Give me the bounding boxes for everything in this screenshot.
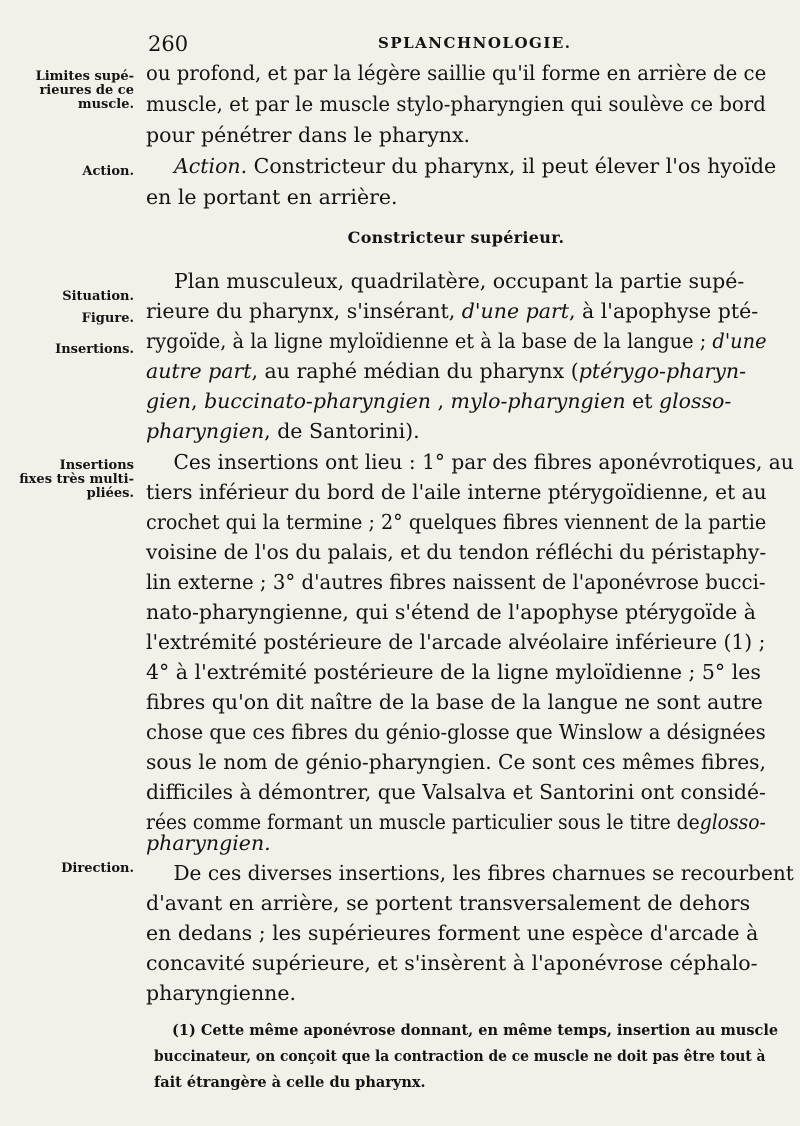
italic-span: gien (146, 389, 192, 413)
text-span: rygoïde, à la ligne myloïdienne et à la base de la langue ; (146, 329, 713, 353)
text-line: voisine de l'os du palais, et du tendon réfléchi du péristaphy- (146, 540, 767, 564)
text-line: Plan musculeux, quadrilatère, occupant la partie supé- (174, 269, 745, 293)
footnote-line: fait étrangère à celle du pharynx. (154, 1074, 426, 1091)
text-span: , de Santorini). (264, 419, 420, 443)
text-line: en dedans ; les supérieures forment une espèce d'arcade à (146, 921, 759, 945)
text-line: 4° à l'extrémité postérieure de la ligne myloïdienne ; 5° les (146, 660, 761, 684)
text-span: , à l'apophyse pté- (568, 299, 759, 323)
text-span: rées comme formant un muscle particulier sous le titre de (146, 810, 700, 834)
margin-note-insertions: Insertions. (55, 342, 134, 357)
italic-span: mylo-pharyngien (450, 389, 626, 413)
text-line: d'avant en arrière, se portent transversalement de dehors (146, 891, 751, 915)
text-line: muscle, et par le muscle stylo-pharyngien qui soulève ce bord (146, 92, 766, 116)
text-line (146, 828, 766, 858)
italic-span: buccinato-pharyngien (204, 389, 431, 413)
text-line: concavité supérieure, et s'insèrent à l'aponévrose céphalo- (146, 951, 758, 975)
running-head: SPLANCHNOLOGIE. (378, 34, 572, 52)
italic-span: Action. (174, 154, 248, 178)
page-header (0, 28, 800, 58)
text-line: nato-pharyngienne, qui s'étend de l'apophyse ptérygoïde à (146, 600, 756, 624)
italic-span: glosso- (658, 389, 732, 413)
text-line: fibres qu'on dit naître de la base de la langue ne sont autre (146, 690, 763, 714)
text-line: difficiles à démontrer, que Valsalva et Santorini ont considé- (146, 780, 766, 804)
italic-span: glosso- (699, 810, 766, 834)
margin-note-limites: Limites supé- rieures de ce muscle. (35, 69, 134, 112)
text-line (146, 151, 794, 181)
text-span: , (430, 389, 451, 413)
text-line (146, 386, 766, 416)
italic-span: pharyngien. (146, 831, 271, 855)
text-line: tiers inférieur du bord de l'aile interne ptérygoïdienne, et au (146, 480, 767, 504)
page-number: 260 (148, 32, 189, 56)
text-line: crochet qui la termine ; 2° quelques fibres viennent de la partie (146, 510, 767, 534)
italic-span: d'une (712, 329, 767, 353)
text-line: De ces diverses insertions, les fibres charnues se recourbent (173, 861, 794, 885)
margin-note-action: Action. (82, 164, 134, 179)
text-line (146, 416, 766, 446)
italic-span: ptérygo-pharyn- (578, 359, 747, 383)
text-line (146, 356, 766, 386)
italic-span: pharyngien (146, 419, 265, 443)
text-span: , au raphé médian du pharynx ( (251, 359, 579, 383)
text-span: , (191, 389, 205, 413)
text-line: pour pénétrer dans le pharynx. (146, 123, 471, 147)
italic-span: autre part (146, 359, 252, 383)
section-heading: Constricteur supérieur. (347, 228, 565, 247)
text-line (146, 326, 767, 356)
text-span: et (625, 389, 659, 413)
footnote-line: (1) Cette même aponévrose donnant, en même temps, insertion au muscle (172, 1022, 779, 1039)
text-line: en le portant en arrière. (146, 185, 398, 209)
text-line: chose que ces fibres du génio-glosse que Winslow a désignées (146, 720, 766, 744)
text-line: pharyngienne. (146, 981, 296, 1005)
text-line: Ces insertions ont lieu : 1° par des fibres aponévrotiques, au (173, 450, 794, 474)
text-line: ou profond, et par la légère saillie qu'il forme en arrière de ce (146, 61, 767, 85)
footnote-line: buccinateur, on conçoit que la contraction de ce muscle ne doit pas être tout à (154, 1048, 766, 1065)
text-span: Constricteur du pharynx, il peut élever l'os hyoïde (247, 154, 777, 178)
text-line: lin externe ; 3° d'autres fibres naissent de l'aponévrose bucci- (146, 570, 766, 594)
text-line (146, 296, 766, 326)
margin-note-insertions-fixes: Insertions fixes très multi- pliées. (19, 458, 134, 501)
text-span: rieure du pharynx, s'insérant, (146, 299, 462, 323)
text-line: l'extrémité postérieure de l'arcade alvéolaire inférieure (1) ; (146, 630, 766, 654)
margin-note-situation: Situation. (62, 289, 134, 304)
margin-note-figure: Figure. (81, 311, 134, 326)
italic-span: d'une part (461, 299, 569, 323)
text-line: sous le nom de génio-pharyngien. Ce sont ces mêmes fibres, (146, 750, 766, 774)
margin-note-direction: Direction. (61, 861, 134, 876)
